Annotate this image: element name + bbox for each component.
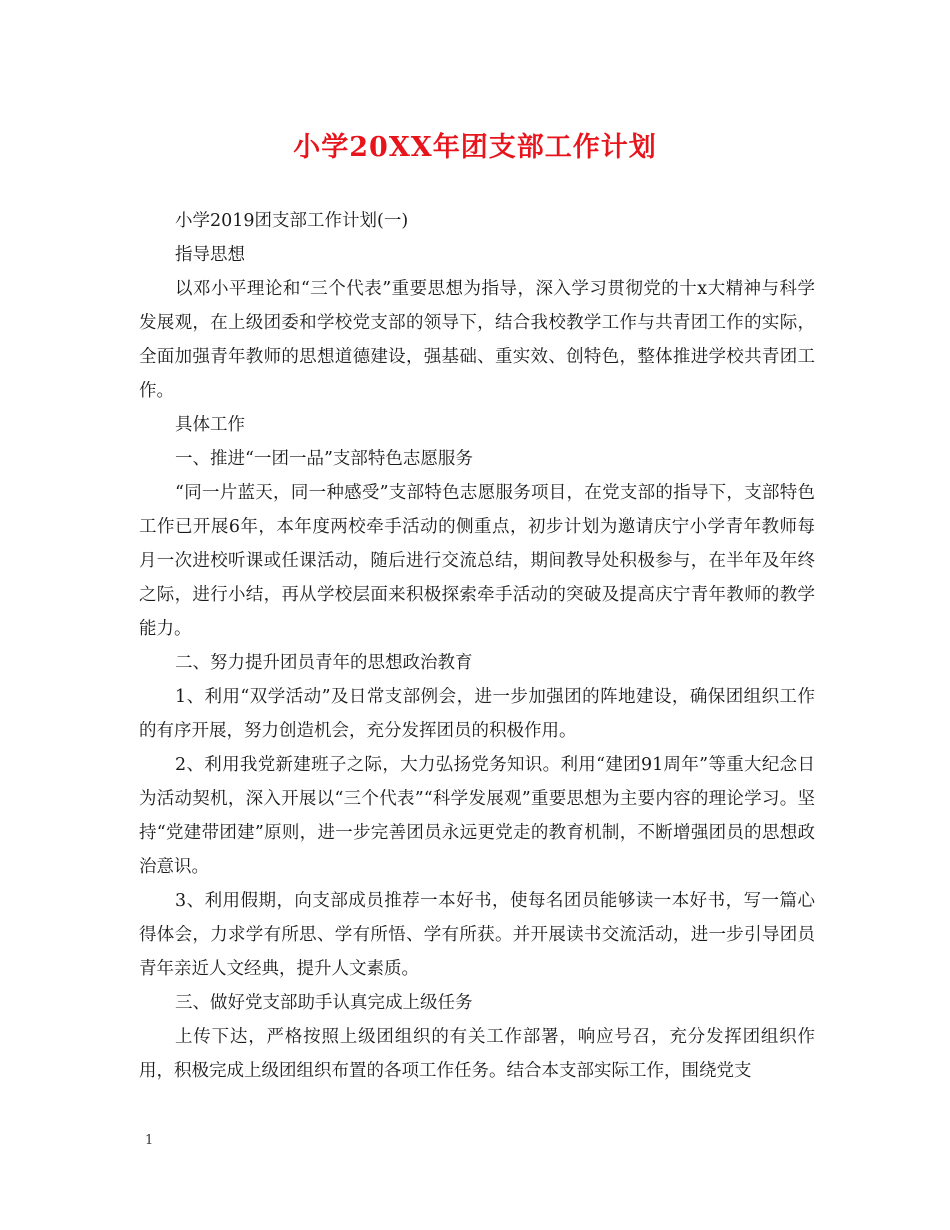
- body-paragraph: 3、利用假期，向支部成员推荐一本好书，使每名团员能够读一本好书，写一篇心得体会，力求学有所思、学有所悟、学有所获。并开展读书交流活动，进一步引导团员青年亲近人文经典，提升人文素质。: [139, 891, 815, 979]
- body-paragraph: 以邓小平理论和“三个代表”重要思想为指导，深入学习贯彻党的十x大精神与科学发展观，在上级团委和学校党支部的领导下，结合我校教学工作与共青团工作的实际，全面加强青年教师的思想道德建设，强基础、重实效、创特色，整体推进学校共青团工作。: [139, 279, 815, 401]
- subtitle-paragraph: 小学2019团支部工作计划(一): [175, 211, 409, 231]
- subsection-heading-1: 一、推进“一团一品”支部特色志愿服务: [175, 449, 473, 469]
- document-title: 小学20XX年团支部工作计划: [293, 132, 657, 163]
- body-paragraph: 上传下达，严格按照上级团组织的有关工作部署，响应号召，充分发挥团组织作用，积极完成上级团组织布置的各项工作任务。结合本支部实际工作，围绕党支: [139, 1027, 815, 1081]
- section-heading-specific-work: 具体工作: [175, 415, 245, 435]
- body-paragraph: “同一片蓝天，同一种感受”支部特色志愿服务项目，在党支部的指导下，支部特色工作已开展6年，本年度两校牵手活动的侧重点，初步计划为邀请庆宁小学青年教师每月一次进校听课或任课活动，随后进行交流总结，期间教导处积极参与，在半年及年终之际，进行小结，再从学校层面来积极探索牵手活动的突破及提高庆宁青年教师的教学能力。: [139, 483, 815, 639]
- document-body: [139, 204, 815, 1088]
- page-number: 1: [145, 1133, 154, 1148]
- subsection-heading-2: 二、努力提升团员青年的思想政治教育: [175, 653, 473, 673]
- subsection-heading-3: 三、做好党支部助手认真完成上级任务: [175, 993, 473, 1013]
- section-heading-guiding-thought: 指导思想: [175, 245, 245, 265]
- body-paragraph: 1、利用“双学活动”及日常支部例会，进一步加强团的阵地建设，确保团组织工作的有序开展，努力创造机会，充分发挥团员的积极作用。: [139, 687, 815, 741]
- body-paragraph: 2、利用我党新建班子之际，大力弘扬党务知识。利用“建团91周年”等重大纪念日为活动契机，深入开展以“三个代表”“科学发展观”重要思想为主要内容的理论学习。坚持“党建带团建”原则，进一步完善团员永远更党走的教育机制，不断增强团员的思想政治意识。: [139, 755, 815, 877]
